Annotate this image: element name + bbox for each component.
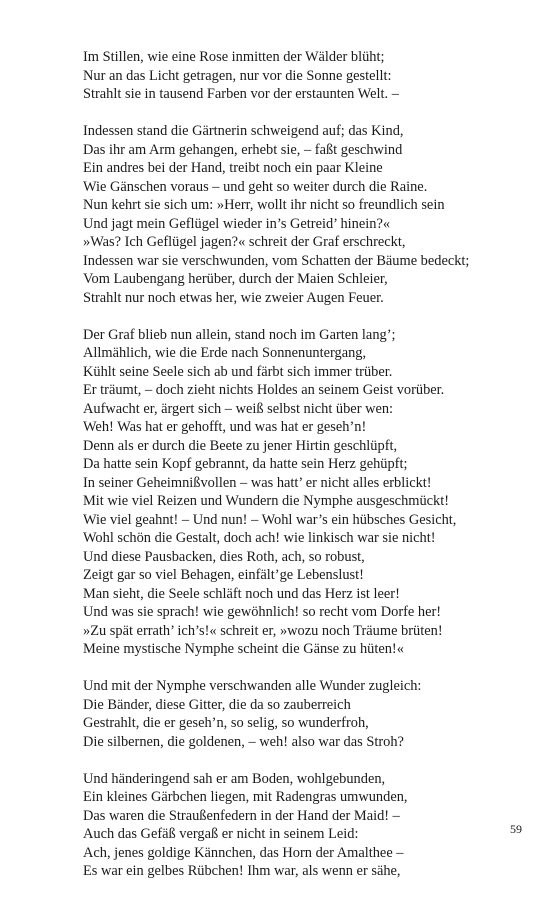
verse-line: Im Stillen, wie eine Rose inmitten der Wälder blüht; — [83, 49, 385, 65]
verse-line: Die Bänder, diese Gitter, die da so zauberreich — [83, 696, 351, 713]
verse-line: Nun kehrt sie sich um: »Herr, wollt ihr nicht so freundlich sein — [83, 197, 445, 213]
verse-line: Das waren die Straußenfedern in der Hand der Maid! – — [83, 807, 400, 824]
verse-line: Er träumt, – doch zieht nichts Holdes an seinem Geist vorüber. — [83, 382, 445, 398]
stanza — [83, 48, 523, 104]
verse-line: Kühlt seine Seele sich ab und färbt sich immer trüber. — [83, 363, 393, 380]
verse-line: Es war ein gelbes Rübchen! Ihm war, als wenn er sähe, — [83, 863, 401, 879]
verse-line: Man sieht, die Seele schläft noch und das Herz ist leer! — [83, 585, 400, 602]
verse-line: Wie viel geahnt! – Und nun! – Wohl war’s ein hübsches Gesicht, — [83, 511, 457, 528]
verse-line: Da hatte sein Kopf gebrannt, da hatte sein Herz gehüpft; — [83, 456, 408, 472]
verse-line: Indessen stand die Gärtnerin schweigend auf; das Kind, — [83, 123, 404, 139]
verse-line: »Zu spät errath’ ich’s!« schreit er, »wozu noch Träume brüten! — [83, 622, 443, 639]
verse-line: Und diese Pausbacken, dies Roth, ach, so robust, — [83, 548, 365, 565]
verse-line: Aufwacht er, ärgert sich – weiß selbst nicht über wen: — [83, 400, 394, 417]
verse-line: Das ihr am Arm gehangen, erhebt sie, – faßt geschwind — [83, 141, 403, 158]
verse-line: Wohl schön die Gestalt, doch ach! wie linkisch war sie nicht! — [83, 530, 436, 546]
verse-line: Und händeringend sah er am Boden, wohlgebunden, — [83, 770, 386, 787]
poem-text — [83, 48, 523, 899]
verse-line: Strahlt nur noch etwas her, wie zweier Augen Feuer. — [83, 289, 384, 306]
verse-line: Mit wie viel Reizen und Wundern die Nymphe ausgeschmückt! — [83, 493, 450, 509]
verse-line: Meine mystische Nymphe scheint die Gänse zu hüten!« — [83, 641, 404, 657]
stanza — [83, 122, 523, 307]
verse-line: Allmählich, wie die Erde nach Sonnenuntergang, — [83, 345, 367, 361]
verse-line: Auch das Gefäß vergaß er nicht in seinem Leid: — [83, 826, 359, 842]
verse-line: »Was? Ich Geflügel jagen?« schreit der Graf erschreckt, — [83, 234, 406, 250]
verse-line: In seiner Geheimnißvollen – was hatt’ er nicht alles erblickt! — [83, 474, 432, 491]
stanza — [83, 770, 523, 881]
stanza — [83, 326, 523, 659]
verse-line: Und mit der Nymphe verschwanden alle Wunder zugleich: — [83, 678, 422, 694]
verse-line: Wie Gänschen voraus – und geht so weiter durch die Raine. — [83, 178, 428, 195]
verse-line: Gestrahlt, die er geseh’n, so selig, so wunderfroh, — [83, 715, 369, 731]
verse-line: Strahlt sie in tausend Farben vor der erstaunten Welt. – — [83, 86, 399, 102]
verse-line: Und was sie sprach! wie gewöhnlich! so recht vom Dorfe her! — [83, 604, 442, 620]
verse-line: Nur an das Licht getragen, nur vor die Sonne gestellt: — [83, 67, 392, 84]
verse-line: Ein andres bei der Hand, treibt noch ein paar Kleine — [83, 160, 383, 176]
verse-line: Weh! Was hat er gehofft, und was hat er geseh’n! — [83, 419, 367, 435]
stanza — [83, 677, 523, 751]
verse-line: Ach, jenes goldige Kännchen, das Horn der Amalthee – — [83, 844, 404, 861]
page-number: 59 — [510, 822, 522, 836]
verse-line: Ein kleines Gärbchen liegen, mit Radengras umwunden, — [83, 789, 408, 805]
verse-line: Und jagt mein Geflügel wieder in’s Getreid’ hinein?« — [83, 215, 391, 232]
verse-line: Indessen war sie verschwunden, vom Schatten der Bäume bedeckt; — [83, 252, 470, 269]
verse-line: Die silbernen, die goldenen, – weh! also war das Stroh? — [83, 733, 404, 750]
verse-line: Zeigt gar so viel Behagen, einfält’ge Lebenslust! — [83, 567, 364, 583]
verse-line: Denn als er durch die Beete zu jener Hirtin geschlüpft, — [83, 437, 398, 454]
verse-line: Der Graf blieb nun allein, stand noch im Garten lang’; — [83, 326, 396, 343]
verse-line: Vom Laubengang herüber, durch der Maien Schleier, — [83, 271, 388, 287]
